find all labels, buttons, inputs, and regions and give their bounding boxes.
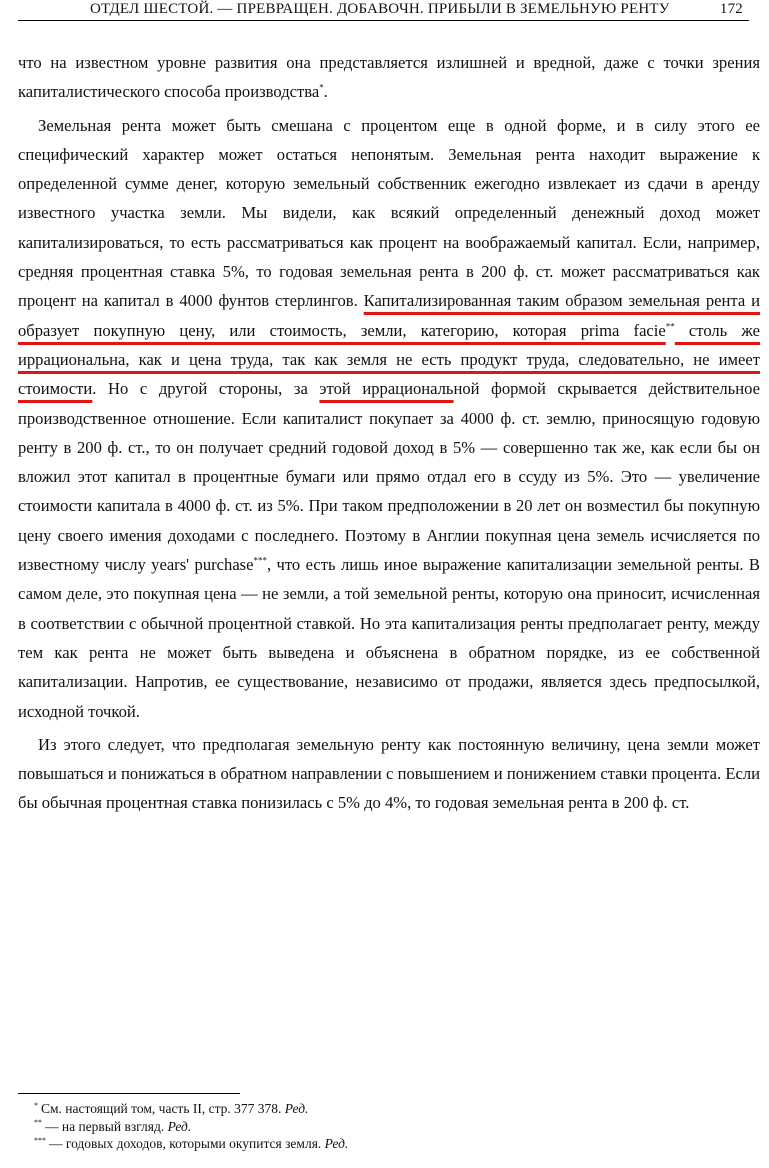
red-underline-highlight: Капитализированная таким образом земельная рента и образует покупную цену, или стоимость, земли, категорию, которая prima facie	[18, 291, 761, 340]
body-text	[18, 48, 760, 818]
footnote-divider	[18, 1093, 240, 1094]
paragraph-2: Земельная рента может быть смешана с процентом еще в одной форме, и в силу этого ее специфический характер может остаться непонятым. Земельная рента находит выражение к определенной сумме денег, которую земельный собственник ежегодно извлекает из сдачи в аренду известного участка земли. Мы видели, как всякий определенный денежный доход может капитализироваться, то есть рассматриваться как процент на воображаемый капитал. Если, например, средняя процентная ставка 5%, то годовая земельная рента в 200 ф. ст. может рассматриваться как процент на капитал в 4000 фунтов стерлингов. Капитализированная таким образом земельная рента и образует покупную цену, или стоимость, земли, категорию, которая prima facie** столь же иррациональна, как и цена труда, так как земля не есть продукт труда, следовательно, не имеет стоимости. Но с другой стороны, за этой иррациональной формой скрывается действительное производственное отношение. Если капиталист покупает за 4000 ф. ст. землю, приносящую годовую ренту в 200 ф. ст., то он получает средний годовой доход в 5% — совершенно так же, как если бы он вложил этот капитал в процентные бумаги или прямо отдал его в ссуду из 5%. Это — увеличение стоимости капитала в 4000 ф. ст. из 5%. При таком предположении в 20 лет он возместил бы покупную цену своего имения доходами с последнего. Поэтому в Англии покупная цена земель исчисляется по известному числу years' purchase***, что есть лишь иное выражение капитализации земельной ренты. В самом деле, это покупная цена — не земли, а той земельной ренты, которую она приносит, исчисленная в соответствии с обычной процентной ставкой. Но эта капитализация ренты предполагает ренту, между тем как рента не может быть выведена и объяснена в обратном порядке, из ее собственной капитализации. Напротив, ее существование, независимо от продажи, является здесь предпосылкой, исходной точкой.	[18, 115, 761, 721]
footnote: *** — годовых доходов, которыми окупится земля. Ред.	[34, 1135, 349, 1151]
footnote-mark: ***	[253, 555, 268, 566]
footnote: * См. настоящий том, часть II, стр. 377 378. Ред.	[34, 1100, 309, 1116]
footnote-mark: **	[665, 321, 675, 332]
page-number: 172	[719, 1, 743, 17]
running-header	[18, 0, 749, 21]
red-underline-highlight: этой иррациональ	[319, 379, 454, 399]
red-underline-highlight: столь же иррациональна, как и цена труда, так как земля не есть продукт труда, следовательно, не имеет стоимости	[18, 320, 761, 399]
header-title: ОТДЕЛ ШЕСТОЙ. — ПРЕВРАЩЕН. ДОБАВОЧН. ПРИБЫЛИ В ЗЕМЕЛЬНУЮ РЕНТУ	[90, 1, 670, 17]
footnotes	[18, 1093, 760, 1153]
paragraph-3: Из этого следует, что предполагая земельную ренту как постоянную величину, цена земли может повышаться и понижаться в обратном направлении с повышением и понижением ставки процента. Если бы обычная процентная ставка понизилась с 5% до 4%, то годовая земельная рента в 200 ф. ст.	[18, 734, 760, 813]
paragraph-1: что на известном уровне развития она представляется излишней и вредной, даже с точки зрения капиталистического способа производства*.	[18, 53, 760, 102]
footnote: ** — на первый взгляд. Ред.	[34, 1118, 192, 1134]
footnote-mark: *	[319, 82, 324, 93]
